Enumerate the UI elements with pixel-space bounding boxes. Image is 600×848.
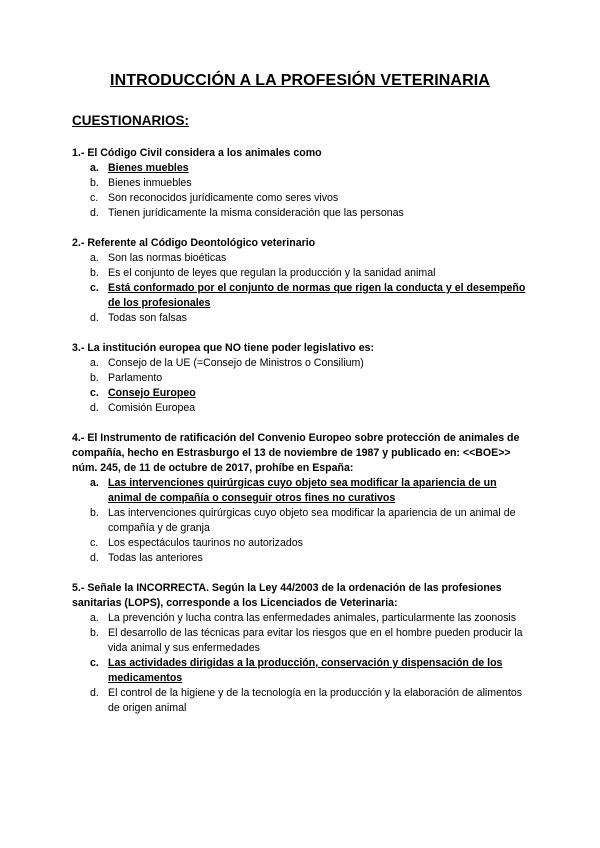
question-statement: La institución europea que NO tiene poder legislativo es: (87, 342, 375, 354)
document-title: INTRODUCCIÓN A LA PROFESIÓN VETERINARIA (110, 72, 490, 89)
option-list (72, 161, 532, 221)
option-text: Las intervenciones quirúrgicas cuyo objeto sea modificar la apariencia de un animal de compañía y de granja (108, 507, 516, 534)
option-letter: d. (90, 312, 99, 324)
option-text: Las actividades dirigidas a la producción, conservación y dispensación de los medicamentos (108, 657, 503, 684)
question-number: 5.- (72, 582, 85, 594)
option-letter: d. (90, 402, 99, 414)
option-text: La prevención y lucha contra las enfermedades animales, particularmente las zoonosis (108, 612, 517, 624)
question-text (72, 236, 532, 251)
option (72, 356, 532, 371)
option-letter: d. (90, 552, 99, 564)
question-3 (72, 341, 532, 416)
option-text: Está conformado por el conjunto de normas que rigen la conducta y el desempeño de los profesionales (108, 282, 526, 309)
section-heading: CUESTIONARIOS: (72, 113, 190, 128)
question-number: 2.- (72, 237, 85, 249)
option (72, 191, 532, 206)
option-letter: a. (90, 477, 99, 489)
question-number: 4.- (72, 432, 85, 444)
question-4 (72, 431, 532, 566)
option-text: Las intervenciones quirúrgicas cuyo objeto sea modificar la apariencia de un animal de compañía o conseguir otros fines no curativos (108, 477, 497, 504)
option-letter: c. (90, 657, 99, 669)
option (72, 176, 532, 191)
option-text: Tienen jurídicamente la misma consideración que las personas (108, 207, 404, 219)
option-text: El desarrollo de las técnicas para evitar los riesgos que en el hombre pueden producir la vida animal y sus enfermedades (108, 627, 523, 654)
option (72, 536, 532, 551)
option (72, 251, 532, 266)
option-letter: b. (90, 507, 99, 519)
option-letter: b. (90, 627, 99, 639)
question-statement: El Código Civil considera a los animales como (87, 147, 322, 159)
option-letter: a. (90, 252, 99, 264)
option-text: Bienes muebles (108, 162, 189, 174)
option (72, 611, 532, 626)
option-text: El control de la higiene y de la tecnología en la producción y la elaboración de alimentos de origen animal (108, 687, 523, 714)
option-list (72, 611, 532, 716)
option-correct (72, 476, 532, 506)
option-text: Todas las anteriores (108, 552, 203, 564)
question-statement: Referente al Código Deontológico veterinario (87, 237, 316, 249)
option-letter: b. (90, 267, 99, 279)
option-text: Los espectáculos taurinos no autorizados (108, 537, 303, 549)
option-text: Comisión Europea (108, 402, 196, 414)
option-text: Son las normas bioéticas (108, 252, 227, 264)
option-list (72, 251, 532, 326)
question-number: 3.- (72, 342, 85, 354)
option-letter: c. (90, 192, 99, 204)
option-correct (72, 656, 532, 686)
option-letter: a. (90, 612, 99, 624)
question-text (72, 146, 532, 161)
option-text: Parlamento (108, 372, 163, 384)
option (72, 626, 532, 656)
option-text: Consejo Europeo (108, 387, 196, 399)
option (72, 551, 532, 566)
option (72, 206, 532, 221)
question-text (72, 581, 532, 611)
option-text: Bienes inmuebles (108, 177, 192, 189)
option (72, 401, 532, 416)
option (72, 686, 532, 716)
option-letter: b. (90, 372, 99, 384)
option-letter: a. (90, 162, 99, 174)
question-1 (72, 146, 532, 221)
question-list (72, 146, 532, 731)
option-letter: d. (90, 687, 99, 699)
option-letter: c. (90, 282, 99, 294)
option-letter: d. (90, 207, 99, 219)
option (72, 311, 532, 326)
question-statement: El Instrumento de ratificación del Convenio Europeo sobre protección de animales de compañía, hecho en Estrasburgo el 13 de noviembre de 1987 y publicado en: <<BOE>> núm. 245, de 11 de octubre de 2017, prohíbe en España: (72, 432, 520, 474)
question-text (72, 341, 532, 356)
option-letter: c. (90, 537, 99, 549)
option-correct (72, 281, 532, 311)
option (72, 266, 532, 281)
question-text (72, 431, 532, 476)
option-list (72, 476, 532, 566)
option-letter: c. (90, 387, 99, 399)
question-2 (72, 236, 532, 326)
question-statement: Señale la INCORRECTA. Según la Ley 44/2003 de la ordenación de las profesiones sanitarias (LOPS), corresponde a los Licenciados de Veterinaria: (72, 582, 502, 609)
option-list (72, 356, 532, 416)
option-letter: a. (90, 357, 99, 369)
question-5 (72, 581, 532, 716)
option-text: Todas son falsas (108, 312, 187, 324)
option-correct (72, 386, 532, 401)
option-correct (72, 161, 532, 176)
option-text: Es el conjunto de leyes que regulan la producción y la sanidad animal (108, 267, 436, 279)
option (72, 371, 532, 386)
option-text: Consejo de la UE (=Consejo de Ministros o Consilium) (108, 357, 364, 369)
option (72, 506, 532, 536)
option-letter: b. (90, 177, 99, 189)
option-text: Son reconocidos jurídicamente como seres vivos (108, 192, 339, 204)
question-number: 1.- (72, 147, 85, 159)
